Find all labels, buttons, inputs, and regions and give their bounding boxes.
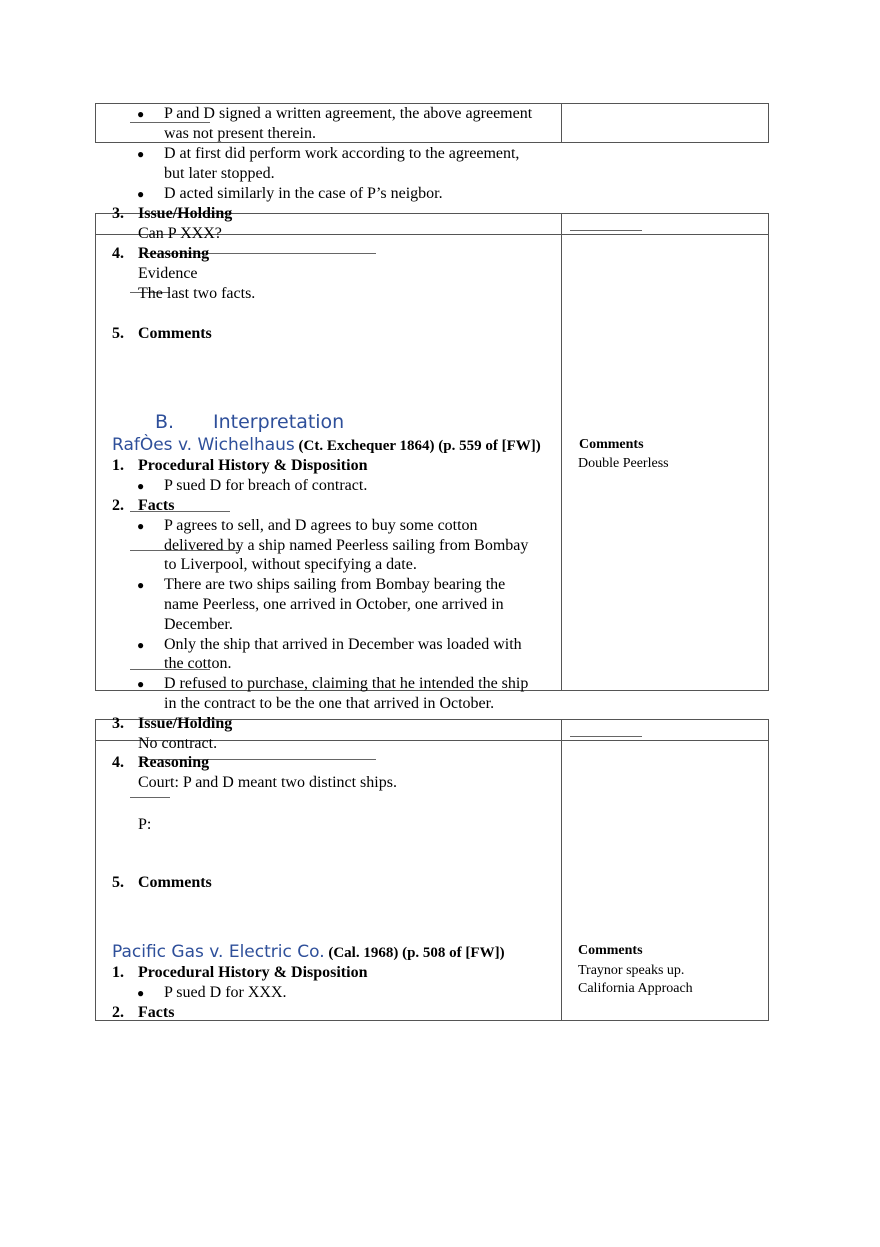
- section-letter: B.: [155, 411, 175, 433]
- bullet-icon: ●: [137, 479, 145, 493]
- facts-label: Facts: [138, 1004, 175, 1021]
- issue-number: 3.: [112, 715, 124, 732]
- field-line: [570, 230, 642, 231]
- table-divider: [561, 719, 562, 1021]
- fact-line: There are two ships sailing from Bombay bearing the: [164, 576, 506, 593]
- fact-line: December.: [164, 616, 233, 633]
- reasoning-number: 4.: [112, 245, 124, 262]
- comments-number: 5.: [112, 325, 124, 342]
- side-comments-label: Comments: [579, 437, 644, 452]
- reasoning-label: Reasoning: [138, 754, 210, 771]
- procedural-text: P sued D for breach of contract.: [164, 477, 368, 494]
- fact-line: but later stopped.: [164, 165, 275, 182]
- fact-line: delivered by a ship named Peerless sailing from Bombay: [164, 537, 529, 554]
- side-comments-label: Comments: [578, 943, 643, 958]
- table-divider: [561, 213, 562, 691]
- fact-line: to Liverpool, without specifying a date.: [164, 556, 417, 573]
- procedural-text: P sued D for XXX.: [164, 984, 287, 1001]
- fact-line: P agrees to sell, and D agrees to buy some cotton: [164, 517, 478, 534]
- field-line: [130, 797, 170, 798]
- procedural-label: Procedural History & Disposition: [138, 457, 368, 474]
- facts-number: 2.: [112, 1004, 124, 1021]
- case-citation: (Cal. 1968) (p. 508 of [FW]): [324, 945, 505, 961]
- side-comments-text: Traynor speaks up.: [578, 963, 685, 978]
- fact-line: D refused to purchase, claiming that he intended the ship: [164, 675, 529, 692]
- reasoning-label: Reasoning: [138, 245, 210, 262]
- reasoning-number: 4.: [112, 754, 124, 771]
- fact-line: the cotton.: [164, 655, 232, 672]
- fact-line: Only the ship that arrived in December was loaded with: [164, 636, 522, 653]
- facts-number: 2.: [112, 497, 124, 514]
- procedural-number: 1.: [112, 964, 124, 981]
- comments-label: Comments: [138, 874, 212, 891]
- issue-text: No contract.: [138, 735, 218, 752]
- table-divider: [561, 103, 562, 143]
- procedural-label: Procedural History & Disposition: [138, 964, 368, 981]
- case-name: Pacific Gas v. Electric Co.: [112, 942, 325, 962]
- reasoning-text: P:: [138, 816, 152, 833]
- fact-line: name Peerless, one arrived in October, one arrived in: [164, 596, 504, 613]
- side-comments-text: Double Peerless: [578, 456, 669, 471]
- fact-line: in the contract to be the one that arrived in October.: [164, 695, 495, 712]
- bullet-icon: ●: [137, 107, 145, 121]
- case-title: [112, 434, 541, 457]
- bullet-icon: ●: [137, 519, 145, 533]
- side-comments-text: California Approach: [578, 981, 693, 996]
- fact-line: D acted similarly in the case of P’s neigbor.: [164, 185, 443, 202]
- section-heading: Interpretation: [213, 411, 345, 433]
- issue-number: 3.: [112, 205, 124, 222]
- bullet-icon: ●: [137, 187, 145, 201]
- issue-label: Issue/Holding: [138, 205, 233, 222]
- case-title: [112, 941, 505, 964]
- fact-line: was not present therein.: [164, 125, 316, 142]
- bullet-icon: ●: [137, 638, 145, 652]
- bullet-icon: ●: [137, 677, 145, 691]
- reasoning-text: Court: P and D meant two distinct ships.: [138, 774, 397, 791]
- reasoning-text: The last two facts.: [138, 285, 256, 302]
- comments-label: Comments: [138, 325, 212, 342]
- fact-line: D at first did perform work according to the agreement,: [164, 145, 520, 162]
- facts-label: Facts: [138, 497, 175, 514]
- case-citation: (Ct. Exchequer 1864) (p. 559 of [FW]): [294, 438, 541, 454]
- comments-number: 5.: [112, 874, 124, 891]
- procedural-number: 1.: [112, 457, 124, 474]
- reasoning-text: Evidence: [138, 265, 198, 282]
- fact-line: P and D signed a written agreement, the above agreement: [164, 105, 533, 122]
- bullet-icon: ●: [137, 147, 145, 161]
- field-line: [570, 736, 642, 737]
- bullet-icon: ●: [137, 986, 145, 1000]
- case-name: RafÒes v. Wichelhaus: [112, 435, 295, 455]
- bullet-icon: ●: [137, 578, 145, 592]
- issue-text: Can P XXX?: [138, 225, 222, 242]
- issue-label: Issue/Holding: [138, 715, 233, 732]
